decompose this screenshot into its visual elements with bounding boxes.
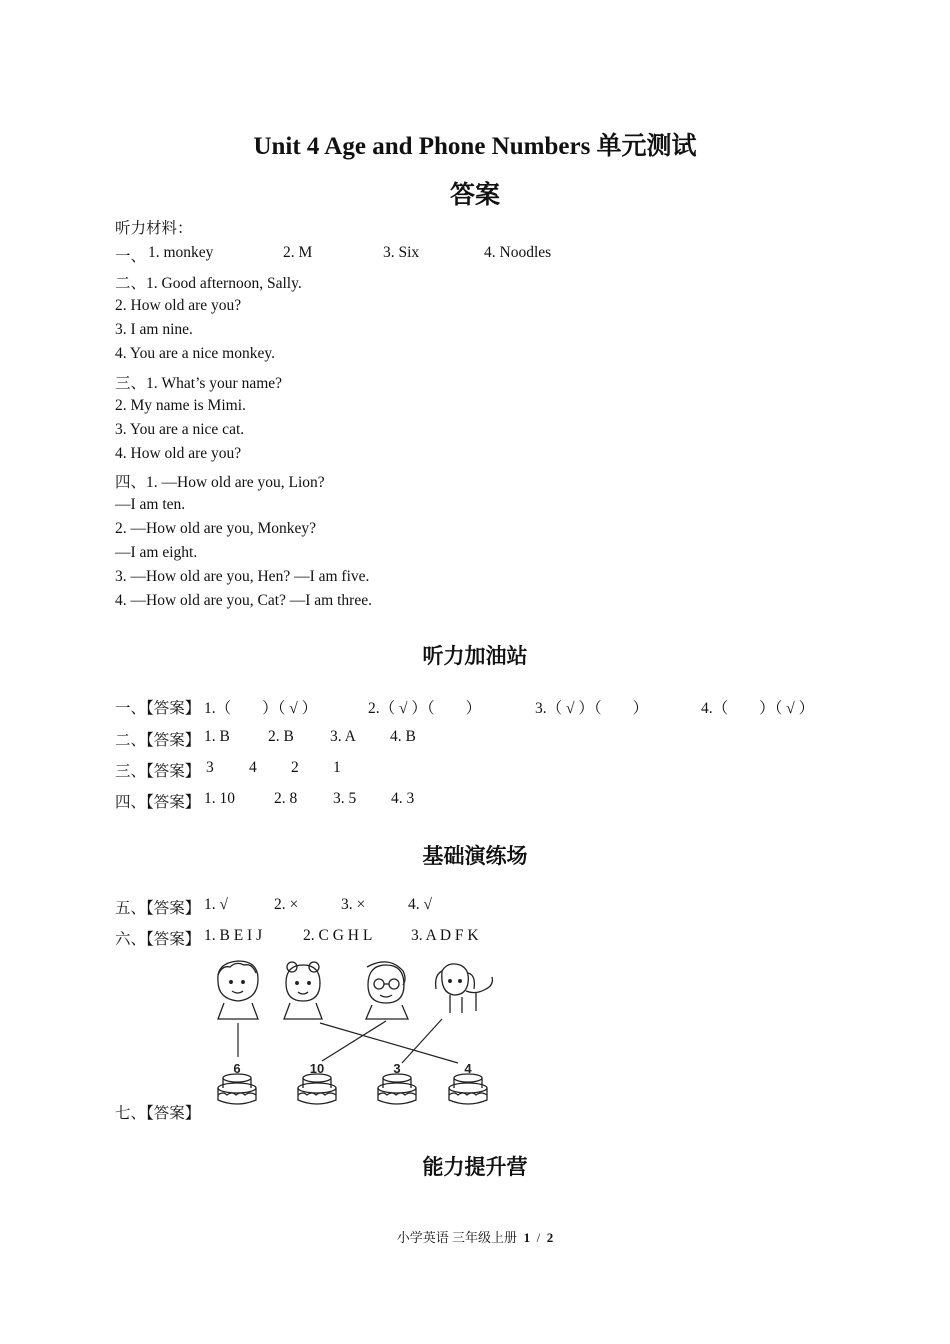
listening-materials-heading: 听力材料： bbox=[115, 220, 193, 237]
q1-answer: 4.（ ）（ √ ） bbox=[701, 700, 815, 717]
q4-answer: 3. 5 bbox=[333, 790, 357, 807]
part4-line: —I am eight. bbox=[115, 544, 198, 561]
q5-label: 五、【答案】 bbox=[115, 900, 201, 917]
q3-answer: 3 bbox=[206, 759, 214, 776]
part2-line: 3. I am nine. bbox=[115, 321, 193, 338]
footer-page-current: 1 bbox=[523, 1230, 531, 1245]
birthday-cake-icon bbox=[378, 1074, 416, 1104]
section-heading-ability: 能力提升营 bbox=[422, 1155, 528, 1179]
part1-prefix: 一、 bbox=[115, 248, 147, 265]
q6-answer: 3. A D F K bbox=[411, 927, 479, 944]
q4-label: 四、【答案】 bbox=[115, 794, 201, 811]
q5-answer: 3. × bbox=[341, 896, 366, 913]
q6-answer: 2. C G H L bbox=[303, 927, 373, 944]
part1-item: 3. Six bbox=[383, 244, 420, 261]
matching-lines bbox=[238, 1019, 458, 1063]
q6-label: 六、【答案】 bbox=[115, 931, 201, 948]
birthday-cake-icon bbox=[298, 1074, 336, 1104]
q3-answer: 2 bbox=[291, 759, 299, 776]
q4-answer: 2. 8 bbox=[274, 790, 298, 807]
cake-number: 4 bbox=[464, 1061, 472, 1076]
q7-label: 七、【答案】 bbox=[115, 1105, 201, 1122]
glasses-boy-character-icon bbox=[366, 962, 408, 1019]
cake-number: 3 bbox=[393, 1061, 401, 1076]
part4-line: 3. —How old are you, Hen? —I am five. bbox=[115, 568, 370, 585]
part4-line: 四、1. —How old are you, Lion? bbox=[115, 474, 325, 491]
q3-label: 三、【答案】 bbox=[115, 763, 201, 780]
q5-answer: 1. √ bbox=[204, 896, 229, 913]
q5-answer: 4. √ bbox=[408, 896, 433, 913]
footer-page-separator: / bbox=[536, 1230, 541, 1245]
part2-line: 4. You are a nice monkey. bbox=[115, 345, 275, 362]
part2-line: 二、1. Good afternoon, Sally. bbox=[115, 275, 302, 292]
footer-page-total: 2 bbox=[546, 1230, 554, 1245]
birthday-cake-icon bbox=[449, 1074, 487, 1104]
part3-line: 三、1. What’s your name? bbox=[115, 375, 283, 392]
part1-item: 4. Noodles bbox=[484, 244, 552, 261]
q1-label: 一、【答案】 bbox=[115, 700, 201, 717]
page-title: Unit 4 Age and Phone Numbers 单元测试 bbox=[253, 133, 697, 160]
page-footer bbox=[0, 1227, 950, 1246]
q4-answer: 1. 10 bbox=[204, 790, 235, 807]
section-heading-listening: 听力加油站 bbox=[422, 644, 528, 668]
part4-line: 2. —How old are you, Monkey? bbox=[115, 520, 317, 537]
dog-character-icon bbox=[436, 964, 493, 1013]
footer-text: 小学英语 三年级上册 bbox=[396, 1230, 518, 1245]
part2-line: 2. How old are you? bbox=[115, 297, 242, 314]
part3-line: 3. You are a nice cat. bbox=[115, 421, 245, 438]
q3-answer: 4 bbox=[249, 759, 257, 776]
section-heading-basic: 基础演练场 bbox=[422, 844, 528, 868]
part4-line: —I am ten. bbox=[115, 496, 186, 513]
matching-figure bbox=[210, 957, 500, 1115]
part1-item: 1. monkey bbox=[148, 244, 214, 261]
part1-item: 2. M bbox=[283, 244, 313, 261]
q2-answer: 4. B bbox=[390, 728, 416, 745]
part3-line: 2. My name is Mimi. bbox=[115, 397, 246, 414]
q1-answer: 1.（ ）（ √ ） bbox=[204, 700, 318, 717]
cake-number: 6 bbox=[233, 1061, 241, 1076]
cake-number: 10 bbox=[309, 1061, 325, 1076]
q3-answer: 1 bbox=[333, 759, 341, 776]
girl-character-icon bbox=[284, 962, 322, 1019]
q1-answer: 2.（ √ ）（ ） bbox=[368, 700, 482, 717]
q4-answer: 4. 3 bbox=[391, 790, 415, 807]
q2-label: 二、【答案】 bbox=[115, 732, 201, 749]
q2-answer: 2. B bbox=[268, 728, 294, 745]
birthday-cake-icon bbox=[218, 1074, 256, 1104]
q2-answer: 1. B bbox=[204, 728, 230, 745]
boy-character-icon bbox=[218, 961, 258, 1019]
q6-answer: 1. B E I J bbox=[204, 927, 263, 944]
part4-line: 4. —How old are you, Cat? —I am three. bbox=[115, 592, 372, 609]
part3-line: 4. How old are you? bbox=[115, 445, 242, 462]
q2-answer: 3. A bbox=[330, 728, 356, 745]
page-subtitle: 答案 bbox=[449, 182, 500, 209]
q1-answer: 3.（ √ ）（ ） bbox=[535, 700, 649, 717]
q5-answer: 2. × bbox=[274, 896, 299, 913]
